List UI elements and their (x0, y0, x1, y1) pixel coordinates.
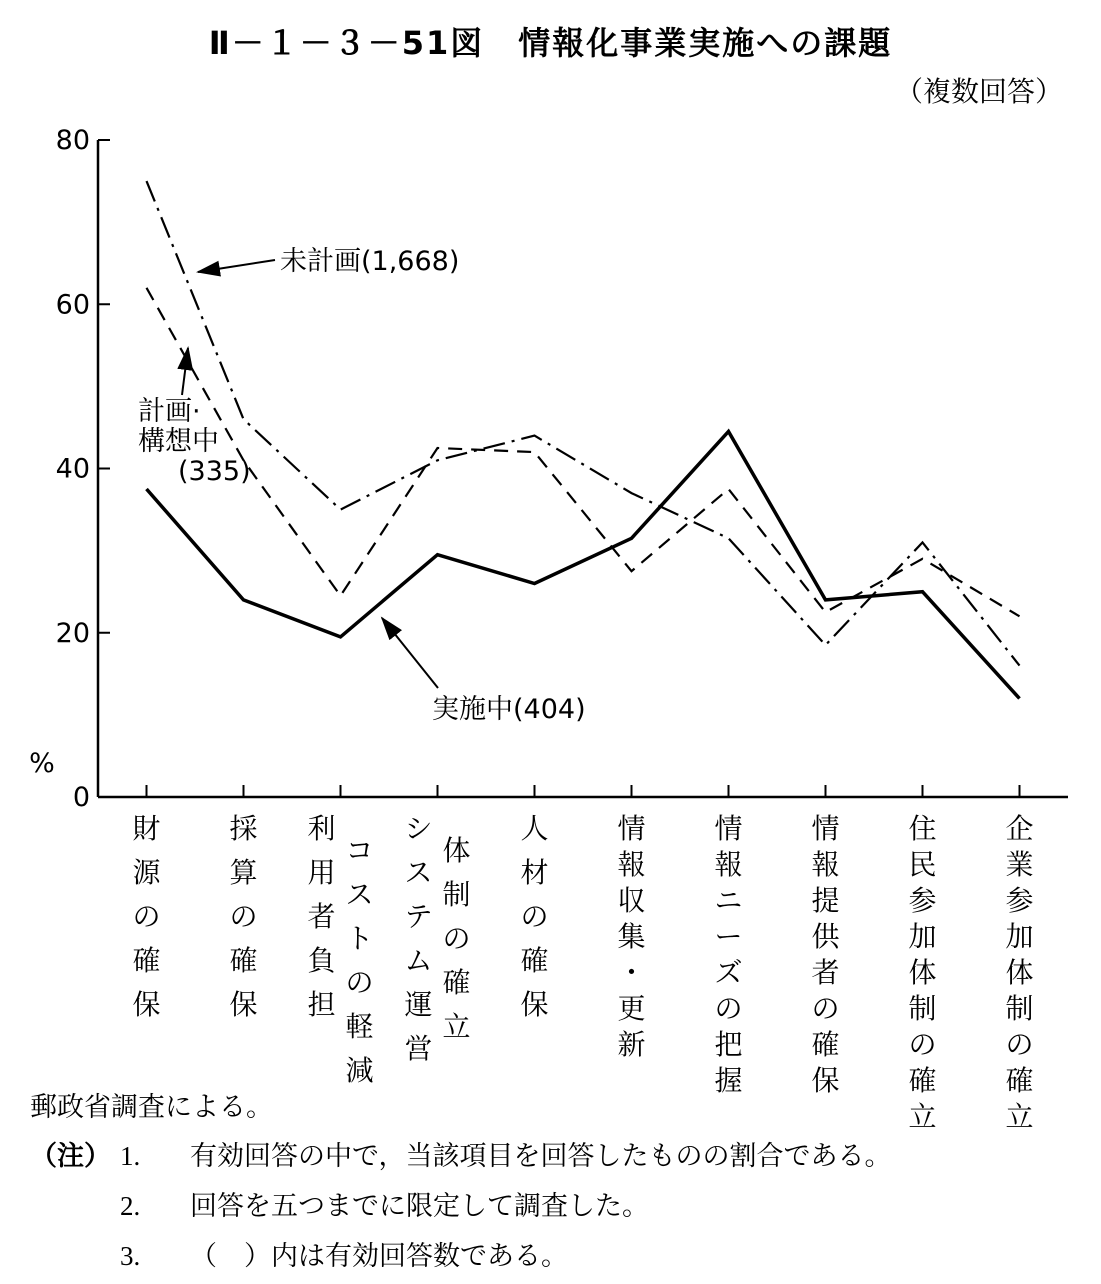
note-text: （ ）内は有効回答数である。 (190, 1234, 1090, 1273)
series-label-line: 構想中 (138, 426, 219, 457)
notes-label: （注） (30, 1134, 120, 1173)
y-tick-label: 20 (56, 618, 90, 649)
x-category-label: 情報提供者の確保 (811, 812, 840, 1097)
note-row (30, 1184, 1090, 1234)
note-number: 1. (120, 1141, 190, 1172)
series-label-keikaku (138, 396, 251, 487)
series-label-mikeikaku: 未計画(1,668) (280, 246, 459, 277)
x-category-label: コストの軽減 (345, 834, 373, 1087)
x-category-label: 財源の確保 (132, 812, 161, 1021)
note-row (30, 1234, 1090, 1284)
x-category-label: 情報ニーズの把握 (714, 812, 742, 1097)
note-row (30, 1134, 1090, 1184)
x-category-label: 情報収集・更新 (617, 812, 645, 1061)
y-tick-label: 80 (56, 125, 90, 156)
annotation-arrow (382, 618, 438, 688)
series-line-solid (147, 432, 1020, 699)
note-number: 3. (120, 1241, 190, 1272)
series-label-line: (335) (178, 456, 251, 487)
y-tick-label: 60 (56, 289, 90, 320)
annotation-arrow (198, 260, 275, 272)
chart-title: Ⅱ－１－３－51図 情報化事業実施への課題 (0, 18, 1101, 64)
source-note: 郵政省調査による。 (30, 1085, 1090, 1124)
x-category-label: 利用者負担 (307, 812, 337, 1021)
y-axis-label: % (29, 748, 55, 779)
y-tick-label: 0 (73, 782, 90, 813)
x-category-label: 人材の確保 (520, 812, 548, 1021)
series-label-jisshichu: 実施中(404) (432, 694, 586, 725)
note-text: 回答を五つまでに限定して調査した。 (190, 1184, 1090, 1223)
x-category-label: 採算の確保 (229, 812, 257, 1021)
x-category-label: システム運営 (404, 812, 432, 1065)
series-label-line: 計画· (138, 396, 201, 427)
note-text: 有効回答の中で，当該項目を回答したものの割合である。 (190, 1134, 1090, 1173)
series-annotations (138, 246, 586, 725)
y-tick-label: 40 (56, 454, 90, 485)
note-number: 2. (120, 1191, 190, 1222)
chart-subtitle: （複数回答） (895, 70, 1063, 110)
x-category-label: 体制の確立 (442, 834, 470, 1043)
x-category-label: 住民参加体制の確立 (908, 812, 936, 1133)
x-category-label: 企業参加体制の確立 (1005, 812, 1033, 1133)
footnotes (30, 1085, 1090, 1284)
series-lines (146, 181, 1019, 699)
